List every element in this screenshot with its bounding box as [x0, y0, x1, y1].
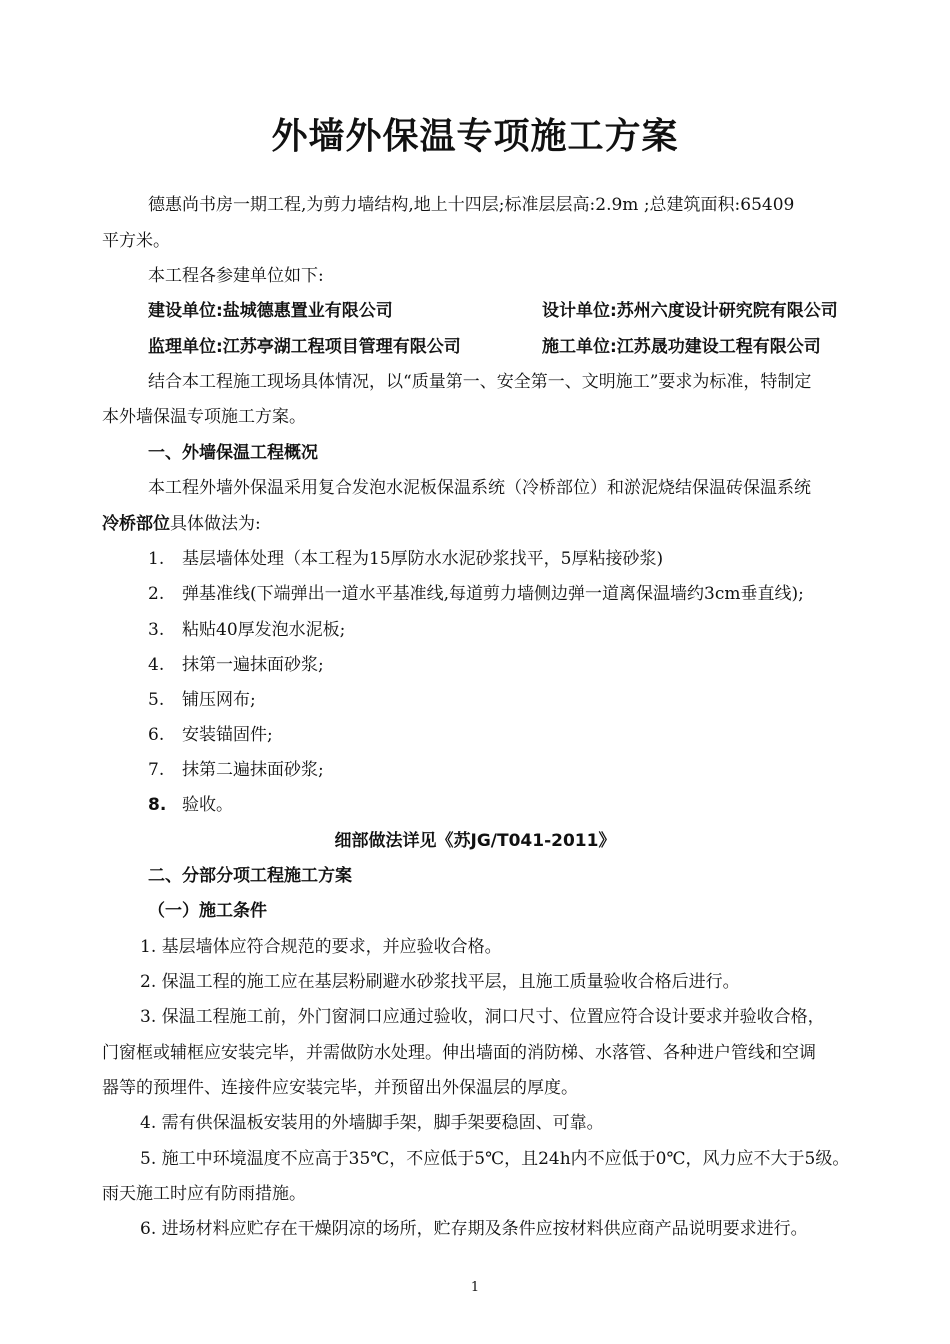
owner-unit: 建设单位:盐城德惠置业有限公司: [148, 301, 393, 321]
section-1-text-1: 本工程外墙外保温采用复合发泡水泥板保温系统（冷桥部位）和淤泥烧结保温砖保温系统: [148, 478, 811, 498]
construction-unit: 施工单位:江苏晟功建设工程有限公司: [542, 337, 821, 357]
condition-1: 1. 基层墙体应符合规范的要求，并应验收合格。: [140, 937, 502, 957]
condition-3-line-1: 3. 保温工程施工前，外门窗洞口应通过验收，洞口尺寸、位置应符合设计要求并验收合格，: [140, 1007, 825, 1027]
page-number: 1: [470, 1280, 480, 1295]
section-2-heading: 二、分部分项工程施工方案: [148, 866, 352, 886]
step-3: 3. 粘贴40厚发泡水泥板;: [148, 620, 346, 640]
step-4: 4. 抹第一遍抹面砂浆;: [148, 655, 324, 675]
condition-6: 6. 进场材料应贮存在干燥阴凉的场所，贮存期及条件应按材料供应商产品说明要求进行。: [140, 1219, 808, 1239]
section-1-text-2-rest: 具体做法为:: [170, 514, 261, 534]
condition-3-line-3: 器等的预埋件、连接件应安装完毕，并预留出外保温层的厚度。: [102, 1078, 578, 1098]
condition-4: 4. 需有供保温板安装用的外墙脚手架，脚手架要稳固、可靠。: [140, 1113, 604, 1133]
document-title: 外墙外保温专项施工方案: [271, 116, 679, 157]
step-7: 7. 抹第二遍抹面砂浆;: [148, 760, 324, 780]
step-5: 5. 铺压网布;: [148, 690, 256, 710]
cold-bridge-label: 冷桥部位: [102, 514, 170, 534]
condition-5-line-1: 5. 施工中环境温度不应高于35℃，不应低于5℃，且24h内不应低于0℃，风力应不大于5级。: [140, 1149, 850, 1169]
condition-3-line-2: 门窗框或辅框应安装完毕，并需做防水处理。伸出墙面的消防梯、水落管、各种进户管线和空调: [102, 1043, 816, 1063]
intro-line-1: 德惠尚书房一期工程,为剪力墙结构,地上十四层;标准层层高:2.9m ;总建筑面积:65409: [148, 195, 795, 215]
supervision-unit: 监理单位:江苏亭湖工程项目管理有限公司: [148, 337, 461, 357]
section-1-text-2: [102, 512, 261, 536]
intro-line-2: 平方米。: [102, 231, 170, 251]
step-2: 2. 弹基准线(下端弹出一道水平基准线,每道剪力墙侧边弹一道离保温墙约3cm垂直线);: [148, 584, 804, 604]
step-1: 1. 基层墙体处理（本工程为15厚防水水泥砂浆找平，5厚粘接砂浆): [148, 549, 664, 569]
purpose-line-1: 结合本工程施工现场具体情况，以“质量第一、安全第一、文明施工”要求为标准，特制定: [148, 372, 812, 392]
purpose-line-2: 本外墙保温专项施工方案。: [102, 407, 306, 427]
step-6: 6. 安装锚固件;: [148, 725, 273, 745]
design-unit: 设计单位:苏州六度设计研究院有限公司: [542, 301, 838, 321]
participants-intro: 本工程各参建单位如下:: [148, 266, 324, 286]
section-1-heading: 一、外墙保温工程概况: [148, 443, 318, 463]
step-8: 8. 验收。: [148, 795, 233, 815]
condition-2: 2. 保温工程的施工应在基层粉刷避水砂浆找平层，且施工质量验收合格后进行。: [140, 972, 740, 992]
condition-5-line-2: 雨天施工时应有防雨措施。: [102, 1184, 306, 1204]
subsection-1-heading: （一）施工条件: [148, 901, 267, 921]
detail-reference: 细部做法详见《苏JG/T041-2011》: [334, 831, 616, 851]
